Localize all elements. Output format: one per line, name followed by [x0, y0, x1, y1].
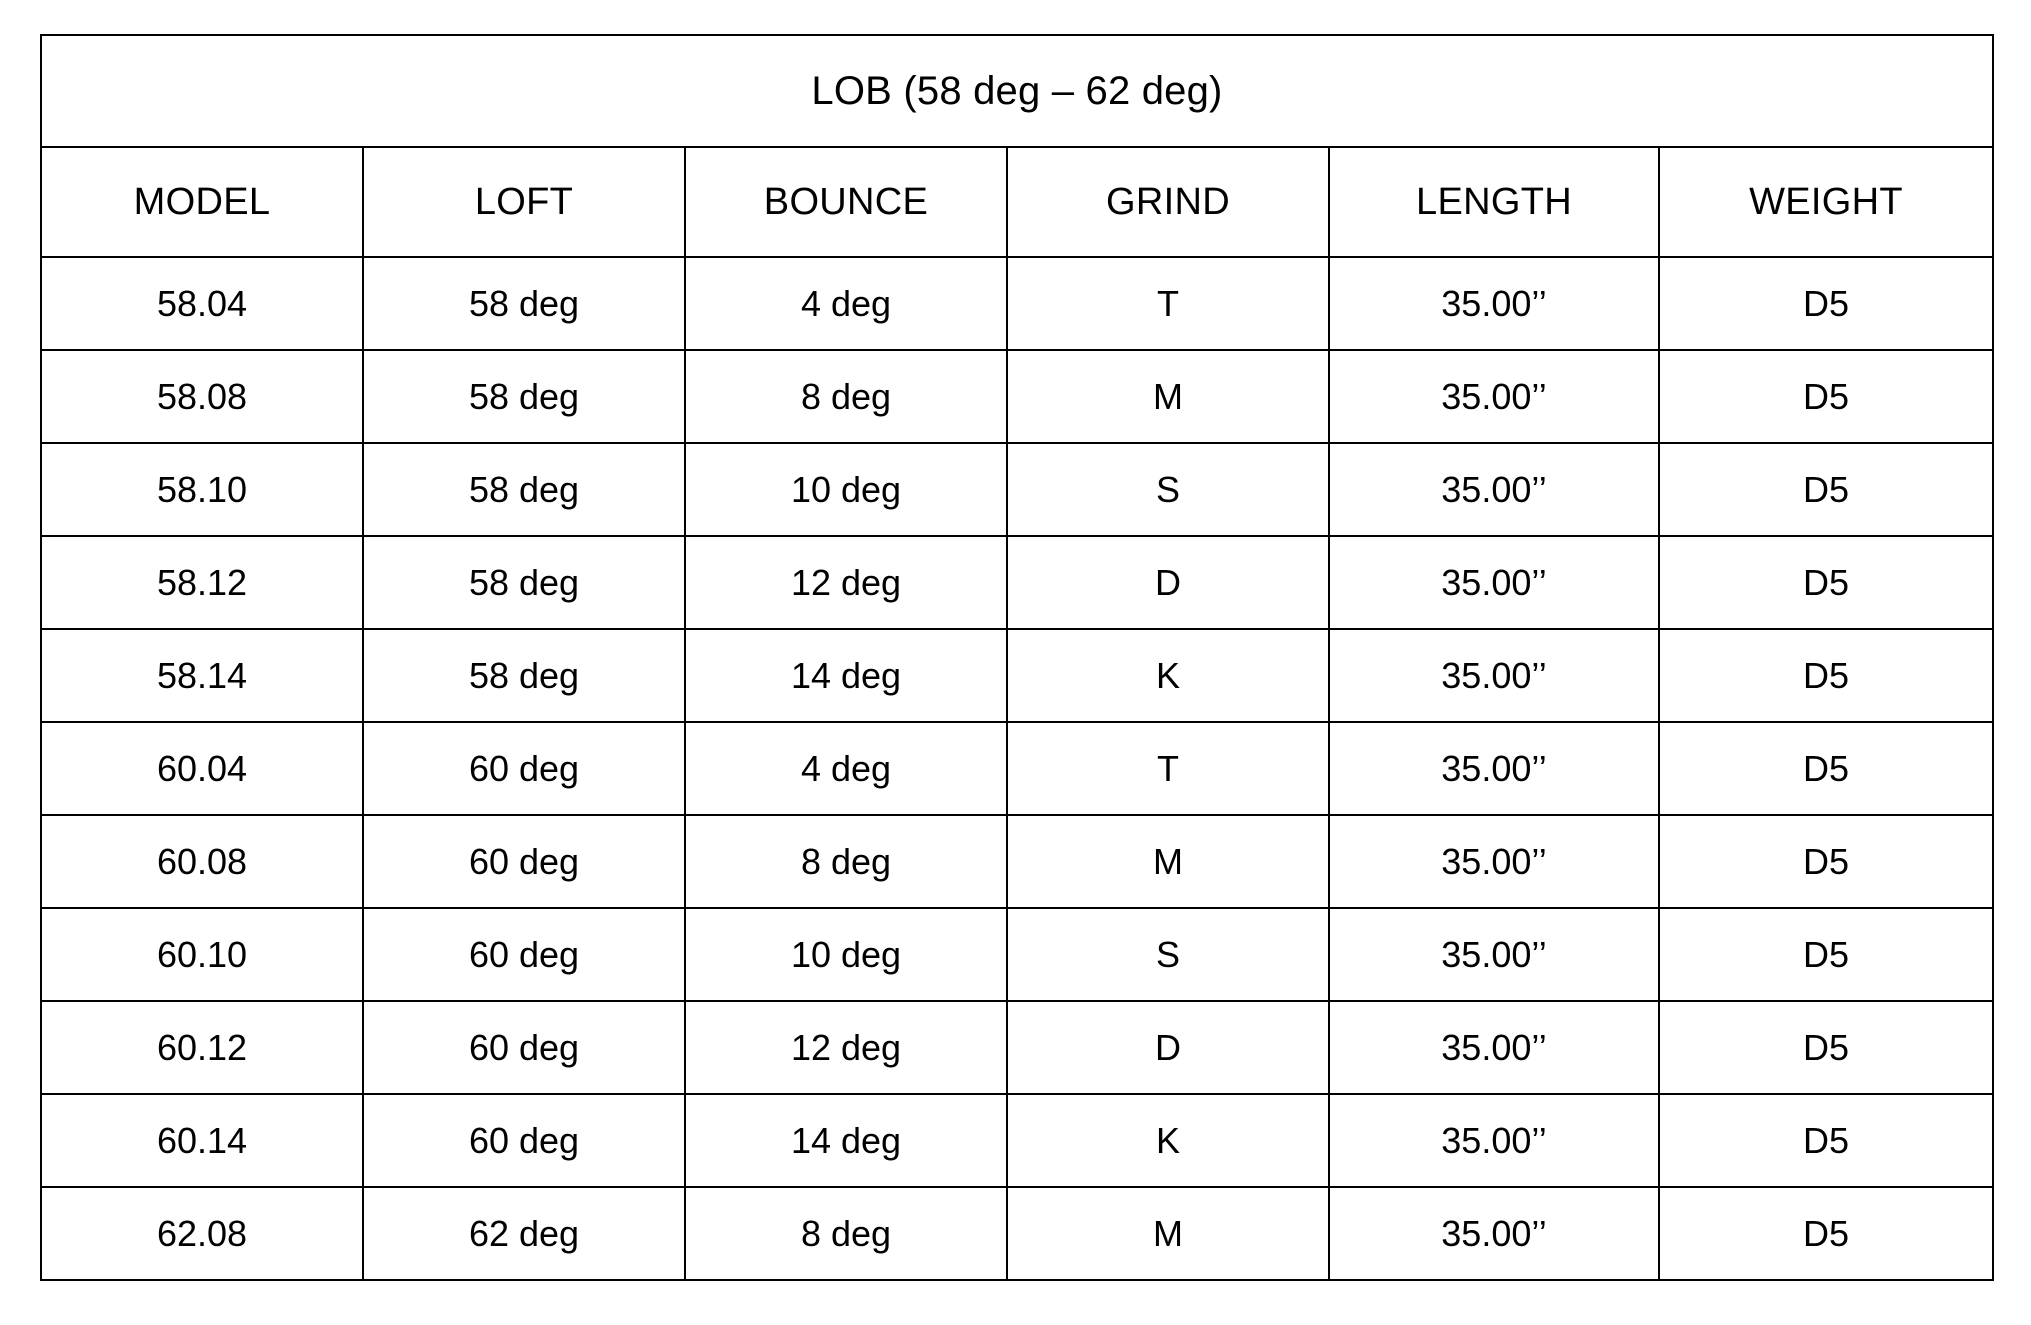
cell-length: 35.00’’ — [1329, 722, 1659, 815]
cell-grind: K — [1007, 1094, 1329, 1187]
table-row — [41, 443, 1993, 536]
cell-bounce: 8 deg — [685, 350, 1007, 443]
cell-loft: 62 deg — [363, 1187, 685, 1280]
cell-loft: 60 deg — [363, 722, 685, 815]
cell-loft: 58 deg — [363, 257, 685, 350]
cell-grind: S — [1007, 443, 1329, 536]
cell-weight: D5 — [1659, 1094, 1993, 1187]
cell-bounce: 8 deg — [685, 815, 1007, 908]
cell-weight: D5 — [1659, 722, 1993, 815]
cell-grind: T — [1007, 257, 1329, 350]
cell-model: 60.10 — [41, 908, 363, 1001]
cell-weight: D5 — [1659, 536, 1993, 629]
table-row — [41, 815, 1993, 908]
table-title: LOB (58 deg – 62 deg) — [41, 35, 1993, 147]
table-row — [41, 1187, 1993, 1280]
cell-grind: D — [1007, 536, 1329, 629]
column-header-bounce: BOUNCE — [685, 147, 1007, 257]
cell-bounce: 4 deg — [685, 722, 1007, 815]
column-header-loft: LOFT — [363, 147, 685, 257]
cell-length: 35.00’’ — [1329, 1187, 1659, 1280]
cell-grind: D — [1007, 1001, 1329, 1094]
table-row — [41, 536, 1993, 629]
cell-model: 58.14 — [41, 629, 363, 722]
cell-loft: 60 deg — [363, 1094, 685, 1187]
cell-bounce: 14 deg — [685, 1094, 1007, 1187]
wedge-spec-table — [40, 34, 1994, 1281]
cell-loft: 58 deg — [363, 443, 685, 536]
cell-length: 35.00’’ — [1329, 257, 1659, 350]
cell-grind: M — [1007, 815, 1329, 908]
cell-weight: D5 — [1659, 350, 1993, 443]
table-header-row — [41, 147, 1993, 257]
table-row — [41, 629, 1993, 722]
cell-weight: D5 — [1659, 257, 1993, 350]
cell-model: 58.10 — [41, 443, 363, 536]
cell-length: 35.00’’ — [1329, 908, 1659, 1001]
cell-weight: D5 — [1659, 443, 1993, 536]
cell-bounce: 8 deg — [685, 1187, 1007, 1280]
cell-length: 35.00’’ — [1329, 443, 1659, 536]
column-header-length: LENGTH — [1329, 147, 1659, 257]
cell-grind: M — [1007, 1187, 1329, 1280]
column-header-model: MODEL — [41, 147, 363, 257]
cell-grind: T — [1007, 722, 1329, 815]
cell-bounce: 10 deg — [685, 443, 1007, 536]
cell-weight: D5 — [1659, 1187, 1993, 1280]
cell-model: 60.12 — [41, 1001, 363, 1094]
cell-weight: D5 — [1659, 908, 1993, 1001]
cell-length: 35.00’’ — [1329, 1094, 1659, 1187]
cell-bounce: 12 deg — [685, 536, 1007, 629]
cell-weight: D5 — [1659, 629, 1993, 722]
cell-model: 60.08 — [41, 815, 363, 908]
cell-loft: 58 deg — [363, 629, 685, 722]
cell-loft: 60 deg — [363, 815, 685, 908]
table-row — [41, 1001, 1993, 1094]
table-row — [41, 722, 1993, 815]
cell-model: 60.04 — [41, 722, 363, 815]
cell-length: 35.00’’ — [1329, 350, 1659, 443]
cell-length: 35.00’’ — [1329, 815, 1659, 908]
column-header-grind: GRIND — [1007, 147, 1329, 257]
cell-bounce: 4 deg — [685, 257, 1007, 350]
table-row — [41, 350, 1993, 443]
cell-length: 35.00’’ — [1329, 629, 1659, 722]
cell-grind: S — [1007, 908, 1329, 1001]
cell-bounce: 14 deg — [685, 629, 1007, 722]
cell-model: 62.08 — [41, 1187, 363, 1280]
table-body — [41, 257, 1993, 1280]
column-header-weight: WEIGHT — [1659, 147, 1993, 257]
cell-length: 35.00’’ — [1329, 536, 1659, 629]
cell-grind: M — [1007, 350, 1329, 443]
table-row — [41, 1094, 1993, 1187]
cell-loft: 60 deg — [363, 908, 685, 1001]
cell-model: 58.04 — [41, 257, 363, 350]
table-row — [41, 908, 1993, 1001]
cell-loft: 58 deg — [363, 350, 685, 443]
table-row — [41, 257, 1993, 350]
cell-length: 35.00’’ — [1329, 1001, 1659, 1094]
cell-loft: 58 deg — [363, 536, 685, 629]
cell-weight: D5 — [1659, 815, 1993, 908]
cell-grind: K — [1007, 629, 1329, 722]
cell-model: 58.12 — [41, 536, 363, 629]
cell-bounce: 10 deg — [685, 908, 1007, 1001]
cell-loft: 60 deg — [363, 1001, 685, 1094]
cell-weight: D5 — [1659, 1001, 1993, 1094]
table-title-row — [41, 35, 1993, 147]
cell-model: 58.08 — [41, 350, 363, 443]
cell-model: 60.14 — [41, 1094, 363, 1187]
cell-bounce: 12 deg — [685, 1001, 1007, 1094]
